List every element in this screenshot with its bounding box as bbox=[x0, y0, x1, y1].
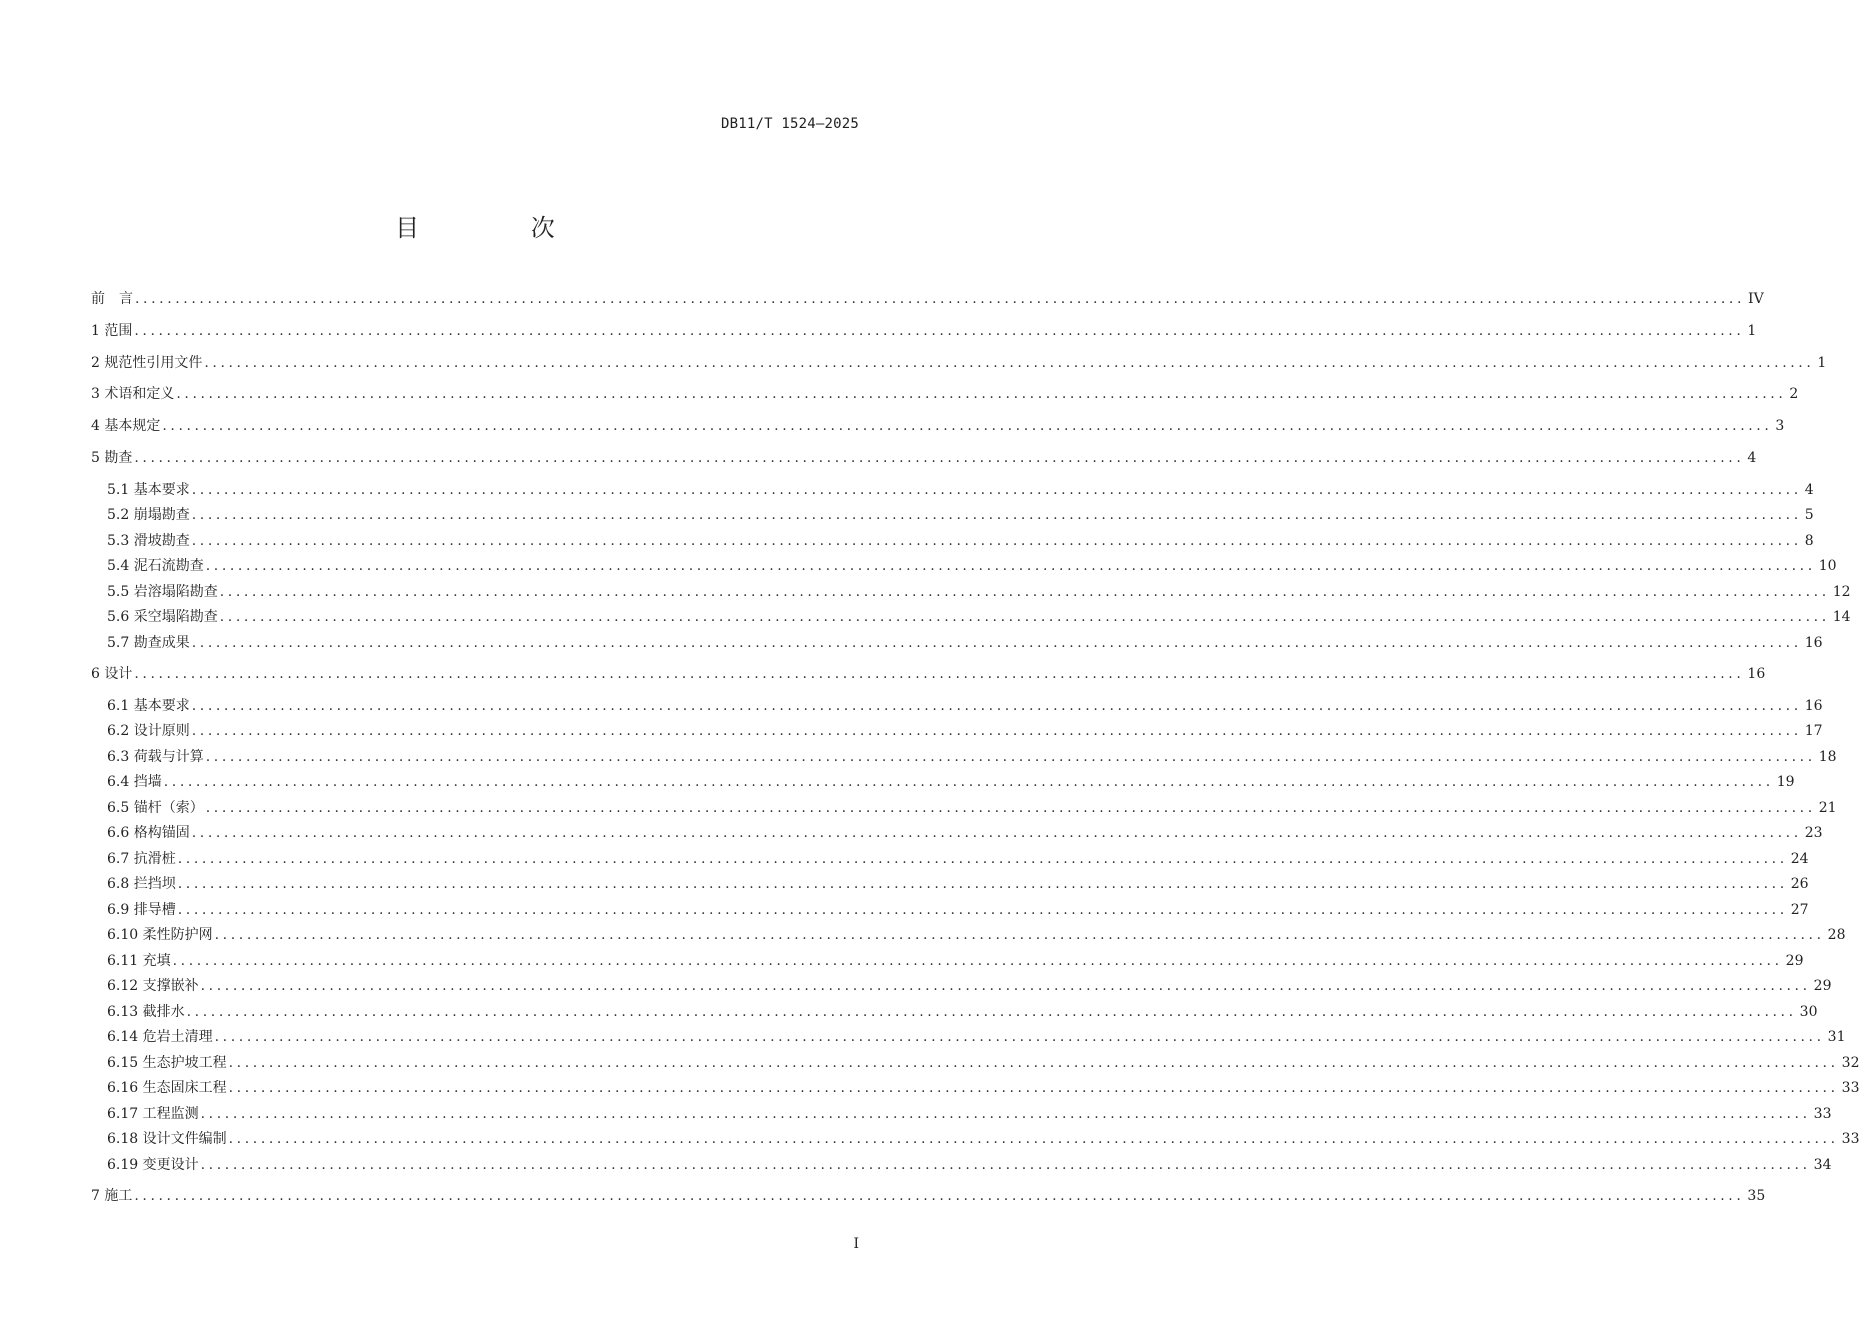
toc-entry-label: 5.1 基本要求 bbox=[107, 482, 190, 498]
toc-entry-section-6[interactable] bbox=[91, 665, 1766, 683]
toc-entry-label: 6.12 支撑嵌补 bbox=[107, 978, 199, 994]
toc-entry-section-6-8[interactable] bbox=[107, 875, 1809, 893]
toc-entry-label: 5.7 勘查成果 bbox=[107, 635, 190, 651]
toc-entry-label: 6.1 基本要求 bbox=[107, 698, 190, 714]
toc-entry-page: 16 bbox=[1804, 698, 1823, 714]
page-number: I bbox=[853, 1236, 859, 1252]
toc-entry-label: 5.4 泥石流勘查 bbox=[107, 558, 204, 574]
toc-dot-leader: ........................................................................................................................................................................................................ bbox=[200, 1157, 1811, 1173]
toc-entry-section-6-18[interactable] bbox=[107, 1130, 1860, 1148]
toc-entry-label: 2 规范性引用文件 bbox=[91, 355, 203, 371]
toc-dot-leader: ........................................................................................................................................................................................................ bbox=[205, 800, 1816, 816]
toc-entry-page: 34 bbox=[1813, 1157, 1832, 1173]
toc-dot-leader: ........................................................................................................................................................................................................ bbox=[177, 902, 1788, 918]
toc-entry-label: 5.6 采空塌陷勘查 bbox=[107, 609, 218, 625]
toc-entry-section-5-5[interactable] bbox=[107, 583, 1851, 601]
toc-entry-page: 1 bbox=[1747, 323, 1757, 339]
toc-entry-page: 24 bbox=[1790, 851, 1809, 867]
toc-dot-leader: ........................................................................................................................................................................................................ bbox=[219, 584, 1830, 600]
toc-entry-section-6-16[interactable] bbox=[107, 1079, 1860, 1097]
toc-dot-leader: ........................................................................................................................................................................................................ bbox=[219, 609, 1830, 625]
toc-entry-label: 6.9 排导槽 bbox=[107, 902, 176, 918]
toc-entry-label: 6.17 工程监测 bbox=[107, 1106, 199, 1122]
toc-entry-section-6-3[interactable] bbox=[107, 748, 1837, 766]
toc-entry-section-6-9[interactable] bbox=[107, 901, 1809, 919]
toc-entry-page: 2 bbox=[1789, 386, 1799, 402]
toc-entry-label: 6.3 荷载与计算 bbox=[107, 749, 204, 765]
toc-entry-label: 6.13 截排水 bbox=[107, 1004, 185, 1020]
toc-dot-leader: ........................................................................................................................................................................................................ bbox=[214, 927, 1825, 943]
toc-dot-leader: ........................................................................................................................................................................................................ bbox=[172, 953, 1783, 969]
toc-entry-section-6-15[interactable] bbox=[107, 1054, 1860, 1072]
toc-entry-section-5-7[interactable] bbox=[107, 634, 1823, 652]
toc-entry-label: 6.14 危岩土清理 bbox=[107, 1029, 213, 1045]
toc-entry-page: 27 bbox=[1790, 902, 1809, 918]
toc-entry-section-6-2[interactable] bbox=[107, 722, 1823, 740]
toc-entry-section-3[interactable] bbox=[91, 385, 1799, 403]
toc-dot-leader: ........................................................................................................................................................................................................ bbox=[191, 825, 1802, 841]
toc-entry-label: 3 术语和定义 bbox=[91, 386, 175, 402]
toc-entry-page: 10 bbox=[1818, 558, 1837, 574]
toc-entry-label: 5.5 岩溶塌陷勘查 bbox=[107, 584, 218, 600]
toc-entry-page: 21 bbox=[1818, 800, 1837, 816]
toc-entry-label: 6 设计 bbox=[91, 666, 133, 682]
toc-dot-leader: ........................................................................................................................................................................................................ bbox=[177, 851, 1788, 867]
toc-entry-label: 6.6 格构锚固 bbox=[107, 825, 190, 841]
toc-dot-leader: ........................................................................................................................................................................................................ bbox=[176, 386, 1787, 402]
toc-entry-section-6-1[interactable] bbox=[107, 697, 1823, 715]
toc-entry-section-6-11[interactable] bbox=[107, 952, 1804, 970]
toc-entry-page: 32 bbox=[1841, 1055, 1860, 1071]
toc-entry-page: 35 bbox=[1747, 1188, 1766, 1204]
toc-entry-section-6-5[interactable] bbox=[107, 799, 1837, 817]
document-code: DB11/T 1524—2025 bbox=[720, 116, 859, 132]
toc-title: 目 次 bbox=[395, 214, 607, 242]
toc-entry-page: 29 bbox=[1813, 978, 1832, 994]
toc-entry-page: 8 bbox=[1804, 533, 1814, 549]
toc-dot-leader: ........................................................................................................................................................................................................ bbox=[200, 1106, 1811, 1122]
toc-entry-page: 26 bbox=[1790, 876, 1809, 892]
toc-entry-section-5[interactable] bbox=[91, 449, 1757, 467]
toc-entry-page: 14 bbox=[1832, 609, 1851, 625]
toc-dot-leader: ........................................................................................................................................................................................................ bbox=[134, 323, 1745, 339]
toc-dot-leader: ........................................................................................................................................................................................................ bbox=[228, 1080, 1839, 1096]
toc-entry-page: 33 bbox=[1813, 1106, 1832, 1122]
toc-entry-page: 33 bbox=[1841, 1131, 1860, 1147]
toc-entry-label: 6.18 设计文件编制 bbox=[107, 1131, 227, 1147]
toc-dot-leader: ........................................................................................................................................................................................................ bbox=[200, 978, 1811, 994]
toc-entry-page: 29 bbox=[1785, 953, 1804, 969]
toc-entry-section-6-12[interactable] bbox=[107, 977, 1832, 995]
toc-entry-section-1[interactable] bbox=[91, 322, 1757, 340]
toc-dot-leader: ........................................................................................................................................................................................................ bbox=[191, 635, 1802, 651]
toc-entry-page: 17 bbox=[1804, 723, 1823, 739]
toc-entry-foreword[interactable] bbox=[91, 290, 1764, 308]
toc-dot-leader: ........................................................................................................................................................................................................ bbox=[204, 355, 1815, 371]
toc-entry-label: 7 施工 bbox=[91, 1188, 133, 1204]
toc-entry-page: 5 bbox=[1804, 507, 1814, 523]
toc-dot-leader: ........................................................................................................................................................................................................ bbox=[205, 558, 1816, 574]
toc-entry-label: 6.11 充填 bbox=[107, 953, 171, 969]
toc-dot-leader: ........................................................................................................................................................................................................ bbox=[191, 723, 1802, 739]
toc-dot-leader: ........................................................................................................................................................................................................ bbox=[191, 698, 1802, 714]
toc-entry-page: 23 bbox=[1804, 825, 1823, 841]
toc-entry-page: IV bbox=[1748, 291, 1764, 307]
toc-entry-label: 6.19 变更设计 bbox=[107, 1157, 199, 1173]
toc-entry-label: 1 范围 bbox=[91, 323, 133, 339]
toc-entry-label: 5.2 崩塌勘查 bbox=[107, 507, 190, 523]
toc-entry-page: 16 bbox=[1804, 635, 1823, 651]
toc-entry-section-7[interactable] bbox=[91, 1187, 1766, 1205]
toc-entry-section-6-19[interactable] bbox=[107, 1156, 1832, 1174]
toc-dot-leader: ........................................................................................................................................................................................................ bbox=[162, 418, 1773, 434]
toc-entry-page: 3 bbox=[1775, 418, 1785, 434]
toc-entry-page: 12 bbox=[1832, 584, 1851, 600]
toc-entry-section-4[interactable] bbox=[91, 417, 1785, 435]
toc-entry-label: 6.2 设计原则 bbox=[107, 723, 190, 739]
toc-entry-page: 4 bbox=[1747, 450, 1757, 466]
toc-entry-label: 6.8 拦挡坝 bbox=[107, 876, 176, 892]
toc-dot-leader: ........................................................................................................................................................................................................ bbox=[134, 1188, 1745, 1204]
toc-dot-leader: ........................................................................................................................................................................................................ bbox=[186, 1004, 1797, 1020]
toc-entry-label: 6.7 抗滑桩 bbox=[107, 851, 176, 867]
toc-entry-section-6-10[interactable] bbox=[107, 926, 1846, 944]
toc-dot-leader: ........................................................................................................................................................................................................ bbox=[228, 1131, 1839, 1147]
toc-entry-section-6-13[interactable] bbox=[107, 1003, 1818, 1021]
toc-entry-label: 6.4 挡墙 bbox=[107, 774, 162, 790]
toc-entry-page: 31 bbox=[1827, 1029, 1846, 1045]
toc-entry-page: 30 bbox=[1799, 1004, 1818, 1020]
toc-entry-label: 6.10 柔性防护网 bbox=[107, 927, 213, 943]
toc-entry-label: 6.5 锚杆（索） bbox=[107, 800, 204, 816]
toc-entry-label: 6.16 生态固床工程 bbox=[107, 1080, 227, 1096]
toc-entry-section-5-3[interactable] bbox=[107, 532, 1814, 550]
toc-dot-leader: ........................................................................................................................................................................................................ bbox=[191, 482, 1802, 498]
toc-entry-page: 18 bbox=[1818, 749, 1837, 765]
toc-entry-section-6-14[interactable] bbox=[107, 1028, 1846, 1046]
toc-entry-page: 19 bbox=[1776, 774, 1795, 790]
toc-entry-label: 5 勘查 bbox=[91, 450, 133, 466]
toc-dot-leader: ........................................................................................................................................................................................................ bbox=[134, 450, 1745, 466]
toc-entry-section-6-4[interactable] bbox=[107, 773, 1795, 791]
toc-dot-leader: ........................................................................................................................................................................................................ bbox=[177, 876, 1788, 892]
toc-entry-label: 前 言 bbox=[91, 291, 133, 307]
toc-entry-label: 5.3 滑坡勘查 bbox=[107, 533, 190, 549]
toc-entry-section-6-17[interactable] bbox=[107, 1105, 1832, 1123]
toc-entry-label: 6.15 生态护坡工程 bbox=[107, 1055, 227, 1071]
toc-entry-section-5-6[interactable] bbox=[107, 608, 1851, 626]
toc-entry-section-6-6[interactable] bbox=[107, 824, 1823, 842]
toc-entry-page: 1 bbox=[1817, 355, 1827, 371]
toc-dot-leader: ........................................................................................................................................................................................................ bbox=[228, 1055, 1839, 1071]
toc-dot-leader: ........................................................................................................................................................................................................ bbox=[134, 666, 1745, 682]
toc-entry-section-5-4[interactable] bbox=[107, 557, 1837, 575]
toc-entry-page: 4 bbox=[1804, 482, 1814, 498]
toc-dot-leader: ........................................................................................................................................................................................................ bbox=[191, 507, 1802, 523]
toc-entry-section-6-7[interactable] bbox=[107, 850, 1809, 868]
toc-dot-leader: ........................................................................................................................................................................................................ bbox=[135, 291, 1746, 307]
toc-dot-leader: ........................................................................................................................................................................................................ bbox=[214, 1029, 1825, 1045]
toc-entry-section-5-1[interactable] bbox=[107, 481, 1814, 499]
toc-entry-label: 4 基本规定 bbox=[91, 418, 161, 434]
toc-entry-page: 28 bbox=[1827, 927, 1846, 943]
toc-dot-leader: ........................................................................................................................................................................................................ bbox=[191, 533, 1802, 549]
toc-entry-section-2[interactable] bbox=[91, 354, 1827, 372]
toc-entry-page: 16 bbox=[1747, 666, 1766, 682]
toc-entry-page: 33 bbox=[1841, 1080, 1860, 1096]
toc-dot-leader: ........................................................................................................................................................................................................ bbox=[205, 749, 1816, 765]
toc-entry-section-5-2[interactable] bbox=[107, 506, 1814, 524]
toc-dot-leader: ........................................................................................................................................................................................................ bbox=[163, 774, 1774, 790]
